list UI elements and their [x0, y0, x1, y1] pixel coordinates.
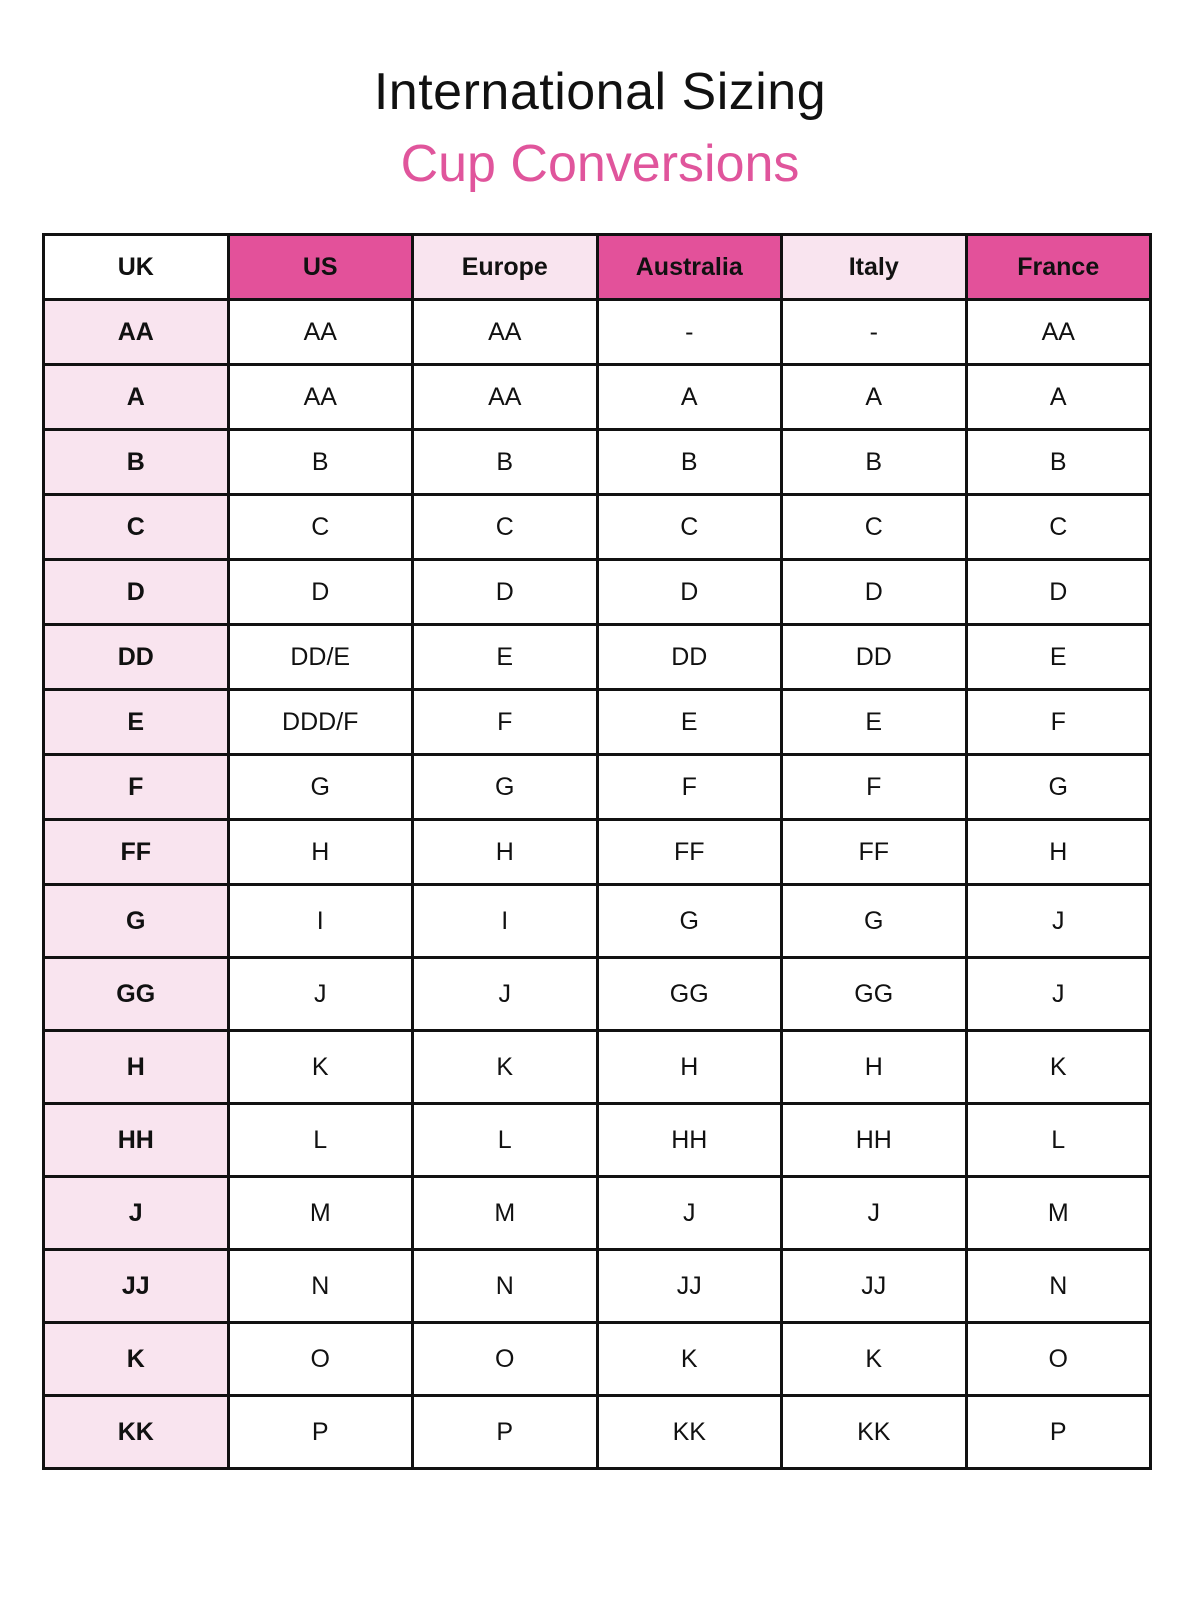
cell-italy: F	[782, 755, 967, 820]
cell-australia: G	[597, 885, 782, 958]
cell-europe: E	[413, 625, 598, 690]
cell-france: AA	[966, 300, 1151, 365]
cell-europe: D	[413, 560, 598, 625]
cell-australia: C	[597, 495, 782, 560]
cell-uk: FF	[44, 820, 229, 885]
cell-france: B	[966, 430, 1151, 495]
cell-france: J	[966, 958, 1151, 1031]
cell-uk: H	[44, 1031, 229, 1104]
cell-australia: J	[597, 1177, 782, 1250]
cell-australia: GG	[597, 958, 782, 1031]
table-row	[44, 625, 1151, 690]
table-row	[44, 1323, 1151, 1396]
cell-us: M	[228, 1177, 413, 1250]
cell-australia: -	[597, 300, 782, 365]
cell-france: M	[966, 1177, 1151, 1250]
cell-europe: O	[413, 1323, 598, 1396]
cell-italy: KK	[782, 1396, 967, 1469]
cell-australia: H	[597, 1031, 782, 1104]
cell-europe: P	[413, 1396, 598, 1469]
table-row	[44, 885, 1151, 958]
cell-europe: I	[413, 885, 598, 958]
cell-france: H	[966, 820, 1151, 885]
table-row	[44, 1250, 1151, 1323]
cell-italy: B	[782, 430, 967, 495]
cell-australia: FF	[597, 820, 782, 885]
table-row	[44, 755, 1151, 820]
cell-australia: F	[597, 755, 782, 820]
cell-us: J	[228, 958, 413, 1031]
cell-uk: E	[44, 690, 229, 755]
cell-uk: G	[44, 885, 229, 958]
cell-uk: A	[44, 365, 229, 430]
cell-uk: AA	[44, 300, 229, 365]
cell-europe: C	[413, 495, 598, 560]
cell-italy: JJ	[782, 1250, 967, 1323]
cell-europe: H	[413, 820, 598, 885]
cell-italy: H	[782, 1031, 967, 1104]
cell-france: P	[966, 1396, 1151, 1469]
cell-australia: K	[597, 1323, 782, 1396]
cell-australia: KK	[597, 1396, 782, 1469]
cell-europe: G	[413, 755, 598, 820]
cell-us: H	[228, 820, 413, 885]
cell-us: DDD/F	[228, 690, 413, 755]
table-header-row	[44, 235, 1151, 300]
cell-italy: -	[782, 300, 967, 365]
cell-europe: M	[413, 1177, 598, 1250]
cell-italy: K	[782, 1323, 967, 1396]
cell-italy: FF	[782, 820, 967, 885]
table-row	[44, 430, 1151, 495]
cell-europe: B	[413, 430, 598, 495]
cell-australia: B	[597, 430, 782, 495]
cell-italy: A	[782, 365, 967, 430]
table-row	[44, 495, 1151, 560]
cell-europe: J	[413, 958, 598, 1031]
cell-us: B	[228, 430, 413, 495]
cell-australia: DD	[597, 625, 782, 690]
cell-us: D	[228, 560, 413, 625]
cell-uk: JJ	[44, 1250, 229, 1323]
cell-france: E	[966, 625, 1151, 690]
cell-italy: DD	[782, 625, 967, 690]
cell-us: L	[228, 1104, 413, 1177]
cell-us: I	[228, 885, 413, 958]
cup-conversion-table	[42, 233, 1152, 1470]
page-title: International Sizing	[373, 63, 827, 121]
cell-uk: C	[44, 495, 229, 560]
table-row	[44, 1177, 1151, 1250]
cell-italy: E	[782, 690, 967, 755]
cell-uk: KK	[44, 1396, 229, 1469]
table-row	[44, 1396, 1151, 1469]
table-row	[44, 820, 1151, 885]
cell-italy: J	[782, 1177, 967, 1250]
cell-europe: N	[413, 1250, 598, 1323]
cell-italy: GG	[782, 958, 967, 1031]
cell-us: O	[228, 1323, 413, 1396]
cell-uk: HH	[44, 1104, 229, 1177]
cell-uk: DD	[44, 625, 229, 690]
cell-australia: E	[597, 690, 782, 755]
header-australia: Australia	[597, 235, 782, 300]
table-row	[44, 1104, 1151, 1177]
cell-uk: F	[44, 755, 229, 820]
cell-europe: F	[413, 690, 598, 755]
table-row	[44, 300, 1151, 365]
cell-france: K	[966, 1031, 1151, 1104]
cell-italy: C	[782, 495, 967, 560]
table-row	[44, 1031, 1151, 1104]
cell-uk: GG	[44, 958, 229, 1031]
cell-france: C	[966, 495, 1151, 560]
cell-australia: A	[597, 365, 782, 430]
header-france: France	[966, 235, 1151, 300]
cell-us: AA	[228, 300, 413, 365]
cell-europe: L	[413, 1104, 598, 1177]
cell-us: N	[228, 1250, 413, 1323]
header-italy: Italy	[782, 235, 967, 300]
header-us: US	[228, 235, 413, 300]
cell-us: C	[228, 495, 413, 560]
cell-europe: AA	[413, 300, 598, 365]
cell-us: K	[228, 1031, 413, 1104]
cell-france: O	[966, 1323, 1151, 1396]
header-europe: Europe	[413, 235, 598, 300]
cell-europe: AA	[413, 365, 598, 430]
cell-france: N	[966, 1250, 1151, 1323]
cell-us: DD/E	[228, 625, 413, 690]
cell-australia: D	[597, 560, 782, 625]
cell-france: L	[966, 1104, 1151, 1177]
header-uk: UK	[44, 235, 229, 300]
cell-us: AA	[228, 365, 413, 430]
cell-italy: G	[782, 885, 967, 958]
table-row	[44, 958, 1151, 1031]
cell-france: F	[966, 690, 1151, 755]
page-subtitle: Cup Conversions	[400, 135, 800, 193]
cell-france: J	[966, 885, 1151, 958]
table-row	[44, 690, 1151, 755]
cell-us: P	[228, 1396, 413, 1469]
cell-uk: D	[44, 560, 229, 625]
cell-italy: D	[782, 560, 967, 625]
cell-europe: K	[413, 1031, 598, 1104]
cell-france: D	[966, 560, 1151, 625]
cell-uk: B	[44, 430, 229, 495]
cell-uk: K	[44, 1323, 229, 1396]
table-row	[44, 365, 1151, 430]
cell-france: A	[966, 365, 1151, 430]
cell-us: G	[228, 755, 413, 820]
cell-australia: HH	[597, 1104, 782, 1177]
cell-france: G	[966, 755, 1151, 820]
cell-uk: J	[44, 1177, 229, 1250]
table-row	[44, 560, 1151, 625]
cell-italy: HH	[782, 1104, 967, 1177]
cell-australia: JJ	[597, 1250, 782, 1323]
